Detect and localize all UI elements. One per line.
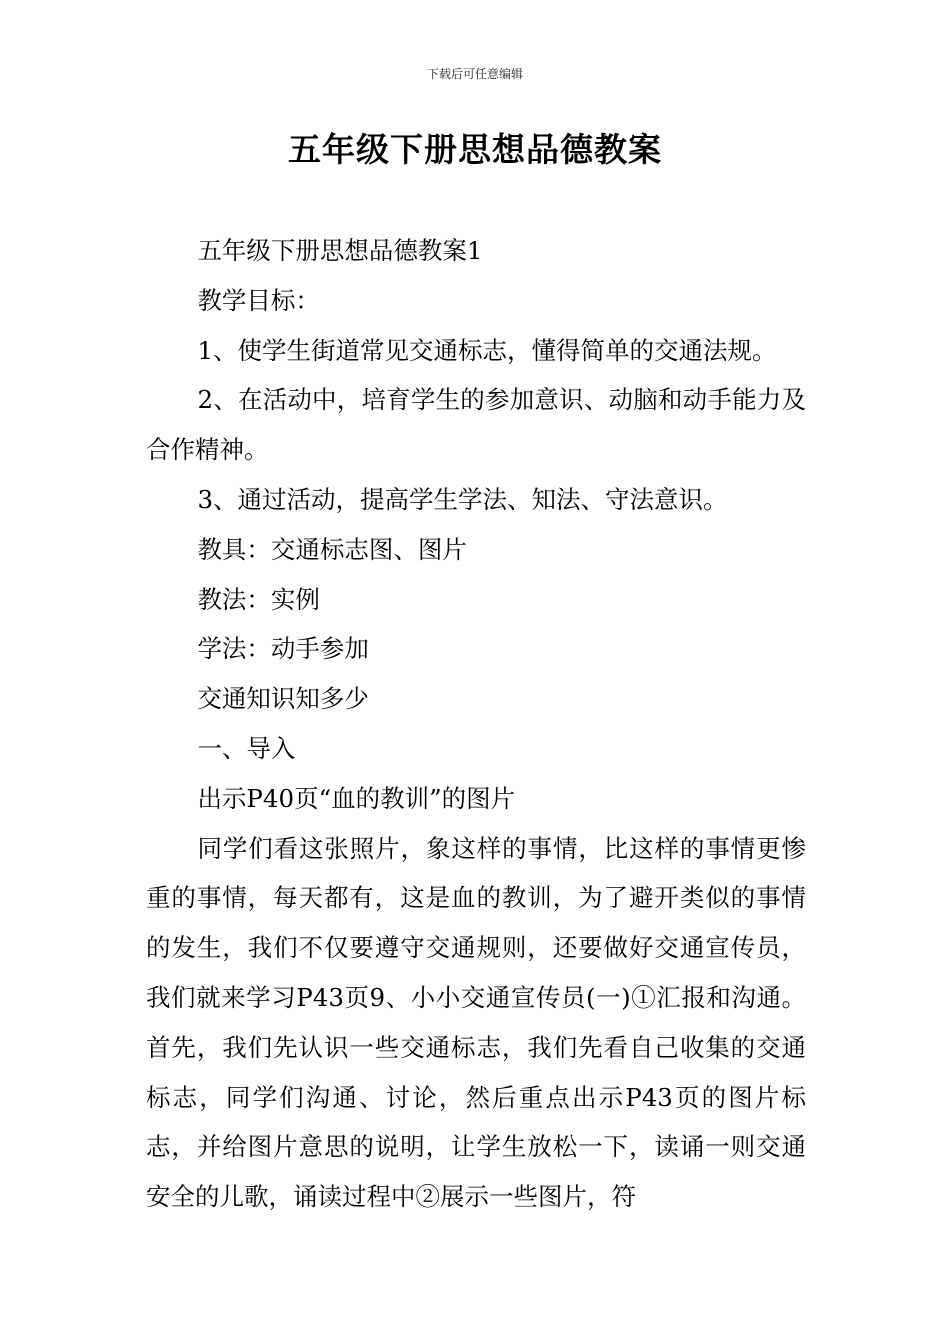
teaching-aids: 教具：交通标志图、图片 xyxy=(197,534,467,564)
document-body xyxy=(146,226,806,1222)
show-picture-line: 出示P40页“血的教训”的图片 xyxy=(197,783,516,813)
section-title: 交通知识知多少 xyxy=(197,684,369,714)
teaching-method: 教法：实例 xyxy=(197,584,320,614)
learning-method: 学法：动手参加 xyxy=(197,634,369,664)
objective-item-2: 2、在活动中，培育学生的参加意识、动脑和动手能力及合作精神。 xyxy=(146,385,806,465)
objectives-label: 教学目标： xyxy=(197,285,320,315)
body-paragraph: 同学们看这张照片，象这样的事情，比这样的事情更惨重的事情，每天都有，这是血的教训，为了避开类似的事情的发生，我们不仅要遵守交通规则，还要做好交通宣传员，我们就来学习P43页9、小小交通宣传员(一)①汇报和沟通。首先，我们先认识一些交通标志，我们先看自己收集的交通标志，同学们沟通、讨论，然后重点出示P43页的图片标志，并给图片意思的说明，让学生放松一下，读诵一则交通安全的儿歌，诵读过程中②展示一些图片，符 xyxy=(146,833,806,1212)
part-one-heading: 一、导入 xyxy=(197,733,296,763)
page-header-note: 下载后可任意编辑 xyxy=(426,67,523,81)
lesson-heading: 五年级下册思想品德教案1 xyxy=(197,236,483,265)
document-title: 五年级下册思想品德教案 xyxy=(288,130,662,169)
objective-item-1: 1、使学生街道常见交通标志，懂得简单的交通法规。 xyxy=(197,335,777,365)
objective-item-3: 3、通过活动，提高学生学法、知法、守法意识。 xyxy=(197,484,728,514)
